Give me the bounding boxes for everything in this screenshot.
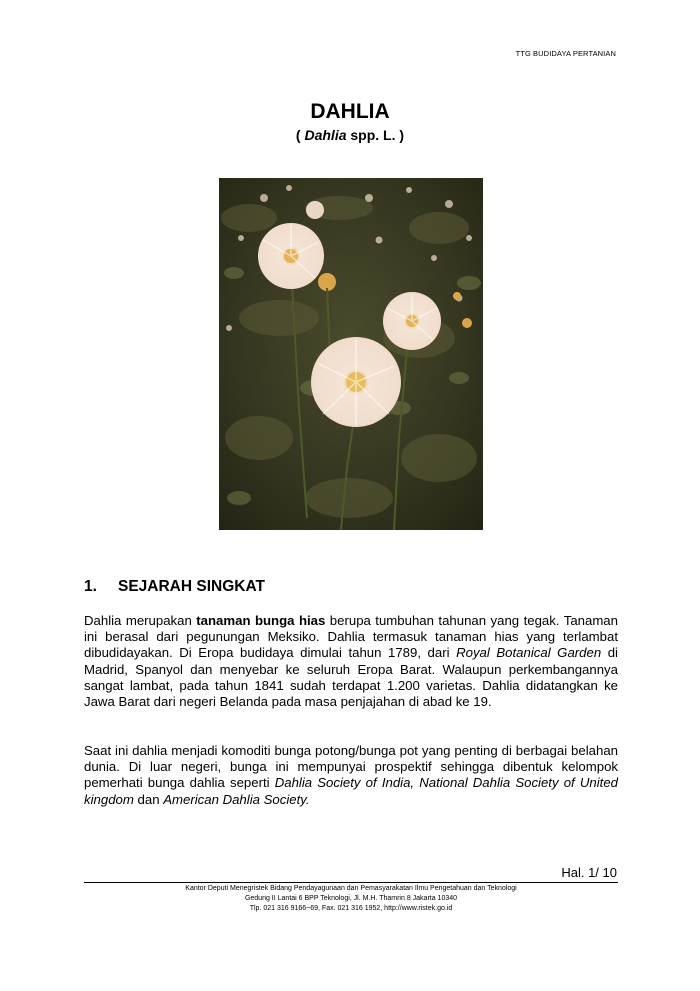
section-heading xyxy=(84,578,265,596)
footer-divider xyxy=(84,882,618,883)
dahlia-flower-photo xyxy=(219,178,483,530)
subtitle-rest: spp. L. ) xyxy=(346,127,405,143)
p2-italic-american: American Dahlia Society. xyxy=(163,791,310,807)
paragraph-history xyxy=(84,613,618,710)
p1-text-3: di Madrid, Spanyol dan menyebar ke seluruh Eropa Barat. Walaupun perkembangannya sangat lambat, pada tahun 1841 sudah terdapat 1.200 varietas. Dahlia didatangkan ke Jawa Barat dari negeri Belanda pada masa penjajahan di abad ke 19. xyxy=(84,645,618,710)
scientific-name xyxy=(0,127,700,143)
page-number: Hal. 1/ 10 xyxy=(561,865,617,880)
p2-text-1: Saat ini dahlia menjadi komoditi bunga potong/bunga pot yang penting di berbagai belahan dunia. Di luar negeri, bunga ini mempunyai prospektif sehingga dibentuk kelompok pemerhati bunga dahlia seperti xyxy=(84,743,618,791)
p1-text-2: berupa tumbuhan tahunan yang tegak. Tanaman ini berasal dari pegunungan Meksiko. Dahlia termasuk tanaman hias yang terlambat dibudidayakan. Di Eropa budidaya dimulai tahun 1789, dari xyxy=(84,613,618,661)
p2-italic-societies: Dahlia Society of India, National Dahlia Society of United kingdom xyxy=(84,775,618,807)
section-title: SEJARAH SINGKAT xyxy=(118,578,265,595)
p1-italic-garden: Royal Botanical Garden xyxy=(456,645,602,661)
p1-text-1: Dahlia merupakan xyxy=(84,613,197,628)
footer-line-3: Tlp. 021 316 9166~69, Fax. 021 316 1952, http://www.ristek.go.id xyxy=(249,905,453,912)
section-number: 1. xyxy=(84,578,97,595)
footer-line-2: Gedung II Lantai 6 BPP Teknologi, Jl. M.H. Thamrin 8 Jakarta 10340 xyxy=(244,895,458,902)
p1-bold-term: tanaman bunga hias xyxy=(196,613,326,628)
subtitle-open: ( xyxy=(295,127,305,143)
p2-text-2: dan xyxy=(133,791,164,807)
subtitle-genus: Dahlia xyxy=(304,127,347,143)
header-category-label: TTG BUDIDAYA PERTANIAN xyxy=(515,49,616,58)
page-title: DAHLIA xyxy=(310,100,390,123)
footer-line-1: Kantor Deputi Menegristek Bidang Pendayagunaan dan Pemasyarakatan Ilmu Pengetahuan dan Teknologi xyxy=(185,885,517,892)
paragraph-commodity xyxy=(84,743,618,808)
